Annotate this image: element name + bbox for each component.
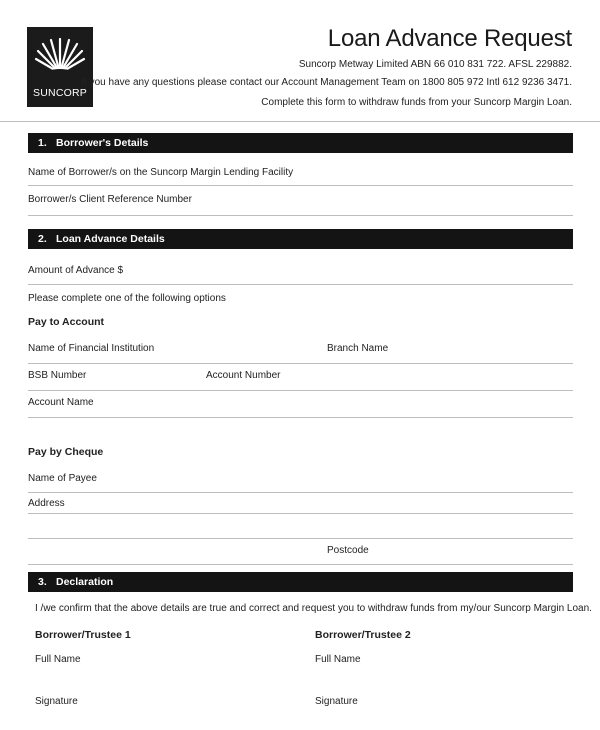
branch-label: Branch Name	[327, 343, 389, 354]
postcode-label: Postcode	[327, 545, 369, 556]
client-reference-field[interactable]	[28, 215, 573, 216]
institution-label: Name of Financial Institution	[28, 343, 155, 354]
client-reference-label: Borrower/s Client Reference Number	[28, 194, 192, 205]
trustee-2-signature-label: Signature	[315, 696, 358, 707]
address-field-line-1[interactable]	[28, 513, 573, 514]
amount-label: Amount of Advance $	[28, 265, 124, 276]
section-3-title: Declaration	[56, 576, 114, 588]
declaration-statement: I /we confirm that the above details are true and correct and request you to withdraw funds from my/our Suncorp Margin Loan.	[35, 603, 592, 614]
contact-details: If you have any questions please contact our Account Management Team on 1800 805 972 Intl 612 9236 3471.	[81, 77, 572, 88]
section-1-header	[28, 133, 573, 153]
section-2-title: Loan Advance Details	[56, 233, 165, 245]
payee-field[interactable]	[28, 492, 573, 493]
account-name-label: Account Name	[28, 397, 94, 408]
payee-label: Name of Payee	[28, 473, 97, 484]
form-instruction: Complete this form to withdraw funds from your Suncorp Margin Loan.	[261, 97, 572, 108]
institution-branch-field[interactable]	[28, 363, 573, 364]
borrower-name-field[interactable]	[28, 185, 573, 186]
trustee-1-full-name-label: Full Name	[35, 654, 81, 665]
options-text: Please complete one of the following options	[28, 293, 226, 304]
pay-by-cheque-heading: Pay by Cheque	[28, 446, 104, 458]
trustee-2-heading: Borrower/Trustee 2	[315, 629, 411, 641]
address-field-line-2[interactable]	[28, 538, 573, 539]
header-divider	[0, 121, 600, 122]
section-3-number: 3.	[38, 576, 47, 588]
bsb-account-field[interactable]	[28, 390, 573, 391]
account-number-label: Account Number	[206, 370, 281, 381]
section-3-header	[28, 572, 573, 592]
section-1-number: 1.	[38, 137, 47, 149]
section-1-title: Borrower's Details	[56, 137, 149, 149]
account-name-field[interactable]	[28, 417, 573, 418]
bsb-label: BSB Number	[28, 370, 87, 381]
trustee-1-signature-label: Signature	[35, 696, 78, 707]
form-title: Loan Advance Request	[327, 25, 572, 52]
postcode-field[interactable]	[28, 564, 573, 565]
pay-to-account-heading: Pay to Account	[28, 316, 105, 328]
section-2-number: 2.	[38, 233, 47, 245]
amount-field[interactable]	[28, 284, 573, 285]
brand-name: SUNCORP	[33, 87, 87, 99]
company-details: Suncorp Metway Limited ABN 66 010 831 722. AFSL 229882.	[298, 59, 572, 70]
trustee-2-full-name-label: Full Name	[315, 654, 361, 665]
suncorp-logo	[27, 27, 93, 107]
borrower-name-label: Name of Borrower/s on the Suncorp Margin Lending Facility	[28, 167, 294, 178]
address-label: Address	[28, 498, 65, 509]
trustee-1-heading: Borrower/Trustee 1	[35, 629, 131, 641]
section-2-header	[28, 229, 573, 249]
